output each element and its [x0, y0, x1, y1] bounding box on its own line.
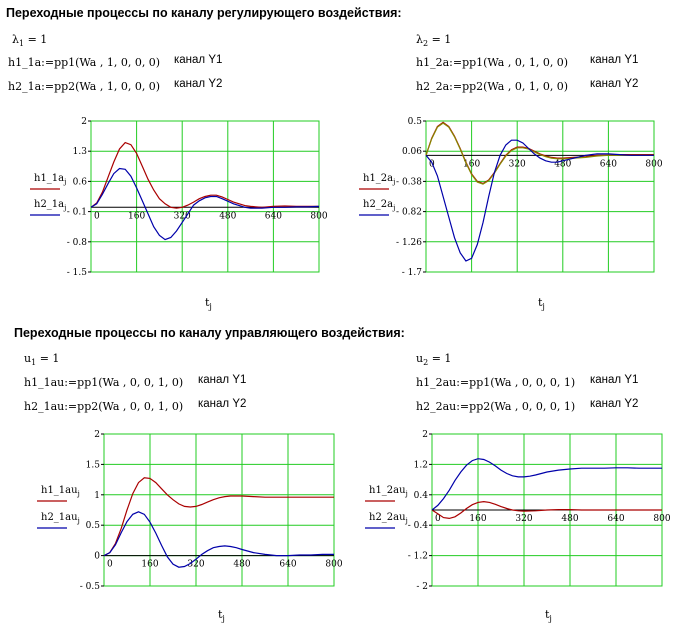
- x-tick-label: 0: [435, 514, 441, 524]
- equation-y1: h1_1au:=pp1(Wa , 0, 0, 1, 0): [24, 376, 184, 389]
- legend-label: $h2\_2a_j$: [363, 199, 396, 212]
- channel-label-y1: канал Y1: [590, 54, 639, 66]
- legend-label: $h2\_1a_j$: [34, 199, 67, 212]
- y-tick-label: - 0.82: [396, 207, 422, 218]
- equation-y2: h2_2a:=pp2(Wa , 0, 1, 0, 0): [416, 80, 569, 93]
- y-tick-label: 2: [94, 430, 100, 440]
- equation-y2: h2_1au:=pp2(Wa , 0, 0, 1, 0): [24, 400, 184, 413]
- y-tick-label: 0.5: [407, 117, 422, 127]
- param-subscript: 1: [31, 358, 37, 368]
- legend-label: $h2\_1au_j$: [41, 512, 80, 525]
- legend-subscript: j: [393, 178, 396, 186]
- x-tick-label: 800: [310, 211, 328, 222]
- y-tick-label: - 1.26: [396, 237, 422, 248]
- x-tick-label: 480: [554, 159, 572, 170]
- x-tick-label: 320: [508, 159, 526, 170]
- x-tick-label: 160: [128, 211, 146, 222]
- legend-label: $h1\_1a_j$: [34, 173, 67, 186]
- equation-y2: h2_2au:=pp2(Wa , 0, 0, 0, 1): [416, 400, 576, 413]
- x-tick-label: 320: [515, 514, 533, 524]
- y-tick-label: 0.06: [401, 147, 422, 158]
- plot-area: [104, 434, 334, 586]
- channel-label-y2: канал Y2: [198, 398, 247, 410]
- x-axis-label-subscript: j: [549, 614, 552, 623]
- legend-subscript: j: [405, 490, 408, 498]
- legend-subscript: j: [77, 490, 80, 498]
- y-tick-label: 0.5: [85, 521, 100, 532]
- section-title-control: Переходные процессы по каналу управляющего воздействия:: [14, 326, 405, 340]
- y-tick-label: - 0.8: [66, 237, 87, 248]
- y-tick-label: - 1.5: [66, 268, 87, 278]
- x-tick-label: 160: [469, 514, 487, 524]
- param-value: = 1: [431, 352, 452, 365]
- channel-label-y1: канал Y1: [174, 54, 223, 66]
- param-value: = 1: [39, 352, 60, 365]
- y-tick-label: 0: [94, 551, 100, 562]
- y-tick-label: - 0.4: [407, 521, 428, 532]
- param-symbol: u: [416, 352, 424, 365]
- x-tick-label: 480: [219, 211, 237, 222]
- x-axis-label: $t_j$: [205, 296, 212, 311]
- y-tick-label: - 0.1: [66, 207, 87, 218]
- x-tick-label: 0: [94, 211, 100, 222]
- y-tick-label: 0.6: [72, 177, 87, 188]
- channel-label-y2: канал Y2: [590, 398, 639, 410]
- x-axis-label-subscript: j: [542, 302, 545, 311]
- y-tick-label: 1.2: [413, 460, 428, 471]
- x-tick-label: 640: [599, 159, 617, 170]
- equation-y1: h1_2a:=pp1(Wa , 0, 1, 0, 0): [416, 56, 569, 69]
- x-tick-label: 640: [264, 211, 282, 222]
- x-tick-label: 640: [607, 514, 625, 524]
- channel-label-y2: канал Y2: [174, 78, 223, 90]
- param-symbol: u: [24, 352, 32, 365]
- legend-subscript: j: [77, 517, 80, 525]
- param-subscript: 2: [423, 358, 429, 368]
- x-tick-label: 0: [107, 559, 113, 570]
- x-tick-label: 800: [325, 559, 343, 570]
- x-axis-label: $t_j$: [545, 608, 552, 623]
- y-tick-label: - 0.5: [79, 582, 100, 592]
- y-tick-label: - 2: [416, 582, 428, 592]
- y-tick-label: - 1.2: [407, 551, 428, 562]
- x-tick-label: 320: [187, 559, 205, 570]
- x-axis-label: $t_j$: [538, 296, 545, 311]
- y-tick-label: 1: [94, 490, 100, 501]
- legend-subscript: j: [393, 204, 396, 212]
- equation-y1: h1_1a:=pp1(Wa , 1, 0, 0, 0): [8, 56, 161, 69]
- y-tick-label: 0.4: [413, 490, 428, 501]
- x-tick-label: 480: [233, 559, 251, 570]
- channel-label-y1: канал Y1: [198, 374, 247, 386]
- plot-area: [426, 121, 654, 272]
- param-subscript: 2: [422, 39, 429, 49]
- equation-y1: h1_2au:=pp1(Wa , 0, 0, 0, 1): [416, 376, 576, 389]
- y-tick-label: - 1.7: [401, 268, 422, 278]
- channel-label-y2: канал Y2: [590, 78, 639, 90]
- x-tick-label: 480: [561, 514, 579, 524]
- y-tick-label: 2: [81, 117, 87, 127]
- x-tick-label: 640: [279, 559, 297, 570]
- param-value: = 1: [431, 33, 452, 46]
- legend-label: $h1\_2a_j$: [363, 173, 396, 186]
- x-axis-label-subscript: j: [209, 302, 212, 311]
- x-tick-label: 800: [653, 514, 671, 524]
- y-tick-label: 1.5: [85, 460, 100, 471]
- legend-label: $h1\_2au_j$: [369, 485, 408, 498]
- x-tick-label: 0: [429, 159, 435, 170]
- section-title-regulating: Переходные процессы по каналу регулирующего воздействия:: [6, 6, 402, 20]
- legend-label: $h2\_2au_j$: [369, 512, 408, 525]
- y-tick-label: - 0.38: [396, 177, 422, 188]
- equation-y2: h2_1a:=pp2(Wa , 1, 0, 0, 0): [8, 80, 161, 93]
- param-symbol: λ: [416, 33, 423, 46]
- x-axis-label-subscript: j: [222, 614, 225, 623]
- legend-subscript: j: [64, 204, 67, 212]
- legend-subscript: j: [64, 178, 67, 186]
- y-tick-label: 2: [422, 430, 428, 440]
- legend-subscript: j: [405, 517, 408, 525]
- legend-label: $h1\_1au_j$: [41, 485, 80, 498]
- x-tick-label: 160: [463, 159, 481, 170]
- x-tick-label: 320: [173, 211, 191, 222]
- param-symbol: λ: [12, 33, 19, 46]
- channel-label-y1: канал Y1: [590, 374, 639, 386]
- x-tick-label: 160: [141, 559, 159, 570]
- param-value: = 1: [27, 33, 48, 46]
- x-axis-label: $t_j$: [218, 608, 225, 623]
- x-tick-label: 800: [645, 159, 663, 170]
- y-tick-label: 1.3: [72, 147, 87, 158]
- param-subscript: 1: [18, 39, 25, 49]
